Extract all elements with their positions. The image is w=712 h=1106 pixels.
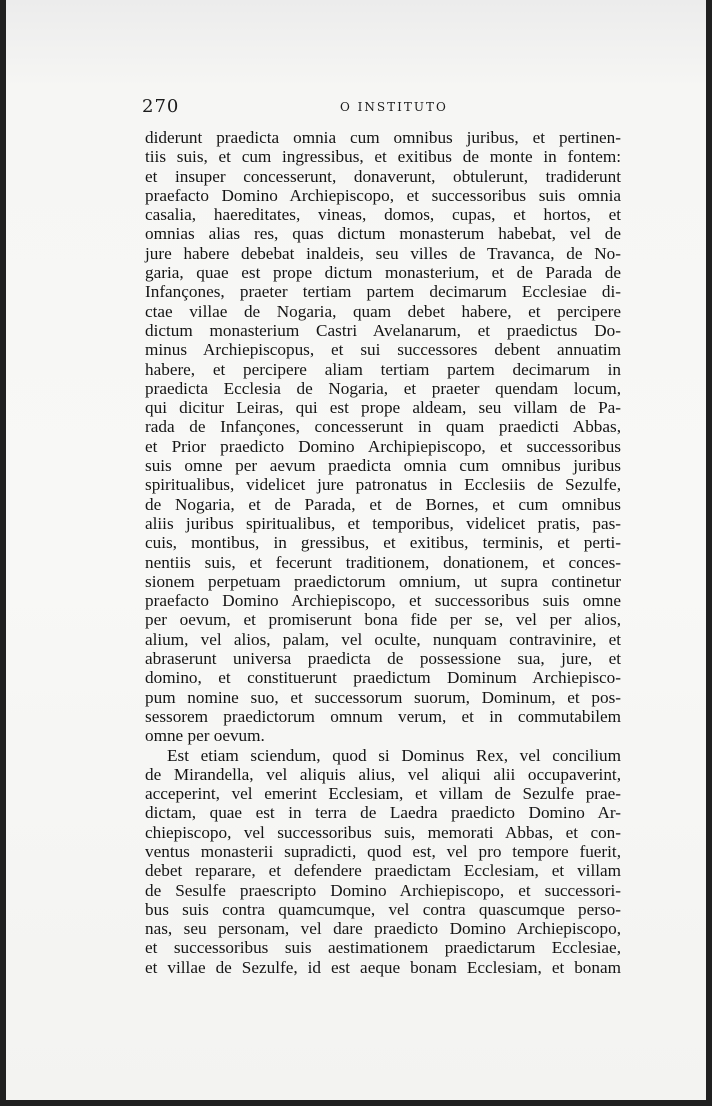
book-page (6, 0, 706, 1100)
text-line: garia, quae est prope dictum monasterium, et de Parada de (145, 263, 621, 283)
text-line: domino, et constituerunt praedictum Dominum Archiepisco- (145, 668, 621, 688)
scan-edge-right (706, 0, 712, 1106)
text-line: chiepiscopo, vel successoribus suis, memorati Abbas, et con- (145, 822, 621, 842)
text-line: sessorem praedictorum omnum verum, et in commutabilem (145, 706, 621, 726)
text-line: dictum monasterium Castri Avelanarum, et praedictus Do- (145, 320, 621, 340)
text-line: ctae villae de Nogaria, quam debet habere, et percipere (145, 301, 621, 321)
text-line: praefacto Domino Archiepiscopo, et successoribus suis omne (145, 591, 621, 611)
text-line: tiis suis, et cum ingressibus, et exitibus de monte in fontem: (145, 147, 621, 167)
scan-edge-bottom (0, 1100, 712, 1106)
text-line: bus suis contra quamcumque, vel contra quascumque perso- (145, 899, 621, 919)
text-line: de Nogaria, et de Parada, et de Bornes, et cum omnibus (145, 494, 621, 514)
text-line: jure habere debebat inaldeis, seu villes de Travanca, de No- (145, 243, 621, 263)
text-line: Infançones, praeter tertiam partem decimarum Ecclesiae di- (145, 282, 621, 302)
text-line: nas, seu personam, vel dare praedicto Domino Archiepiscopo, (145, 919, 621, 939)
running-head (6, 96, 706, 120)
text-line: praefacto Domino Archiepiscopo, et successoribus suis omnia (145, 185, 621, 205)
text-line: acceperint, vel emerint Ecclesiam, et villam de Sezulfe prae- (145, 784, 621, 804)
text-line: nentiis suis, et fecerunt traditionem, donationem, et conces- (145, 552, 621, 572)
text-line: de Sesulfe praescripto Domino Archiepiscopo, et successori- (145, 880, 621, 900)
text-line: suis omne per aevum praedicta omnia cum omnibus juribus (145, 456, 621, 476)
text-line: qui dicitur Leiras, qui est prope aldeam, seu villam de Pa- (145, 398, 621, 418)
text-line: omnias alias res, quas dictum monasterum habebat, vel de (145, 224, 621, 244)
text-line: cuis, montibus, in gressibus, et exitibus, terminis, et perti- (145, 533, 621, 553)
text-line: per oevum, et promiserunt bona fide per se, vel per alios, (145, 610, 621, 630)
text-line: minus Archiepiscopus, et sui successores debent annuatim (145, 340, 621, 360)
text-line: casalia, haereditates, vineas, domos, cupas, et hortos, et (145, 205, 621, 225)
text-line: habere, et percipere aliam tertiam partem decimarum in (145, 359, 621, 379)
text-line: omne per oevum. (145, 726, 265, 746)
text-line: de Mirandella, vel aliquis alius, vel aliqui alii occupaverint, (145, 764, 621, 784)
text-line: et villae de Sezulfe, id est aeque bonam Ecclesiam, et bonam (145, 957, 621, 977)
text-line: praedicta Ecclesia de Nogaria, et praeter quendam locum, (145, 378, 621, 398)
text-line: ventus monasterii supradicti, quod est, vel pro tempore fuerit, (145, 841, 621, 861)
text-line: rada de Infançones, concesserunt in quam praedicti Abbas, (145, 417, 621, 437)
text-line: Est etiam sciendum, quod si Dominus Rex, vel concilium (167, 745, 621, 765)
text-line: et successoribus suis aestimationem praedictarum Ecclesiae, (145, 938, 621, 958)
text-line: debet reparare, et defendere praedictam Ecclesiam, et villam (145, 861, 621, 881)
text-line: sionem perpetuam praedictorum omnium, ut supra continetur (145, 571, 621, 591)
body-text (145, 128, 621, 977)
text-line: pum nomine suo, et successorum suorum, Dominum, et pos- (145, 687, 621, 707)
text-line: abraserunt universa praedicta de possessione sua, jure, et (145, 649, 621, 669)
text-line: alium, vel alios, palam, vel oculte, nunquam contravinire, et (145, 629, 621, 649)
page-number: 270 (142, 96, 180, 117)
text-line: spiritualibus, videlicet jure patronatus in Ecclesiis de Sezulfe, (145, 475, 621, 495)
text-line: et Prior praedicto Domino Archipiepiscopo, et successoribus (145, 436, 621, 456)
text-line: aliis juribus spiritualibus, et temporibus, videlicet pratis, pas- (145, 513, 621, 533)
text-line: diderunt praedicta omnia cum omnibus juribus, et pertinen- (145, 128, 621, 147)
text-line: dictam, quae est in terra de Laedra praedicto Domino Ar- (145, 803, 621, 823)
running-title: O INSTITUTO (340, 100, 448, 114)
text-line: et insuper concesserunt, donaverunt, obtulerunt, tradiderunt (145, 166, 621, 186)
